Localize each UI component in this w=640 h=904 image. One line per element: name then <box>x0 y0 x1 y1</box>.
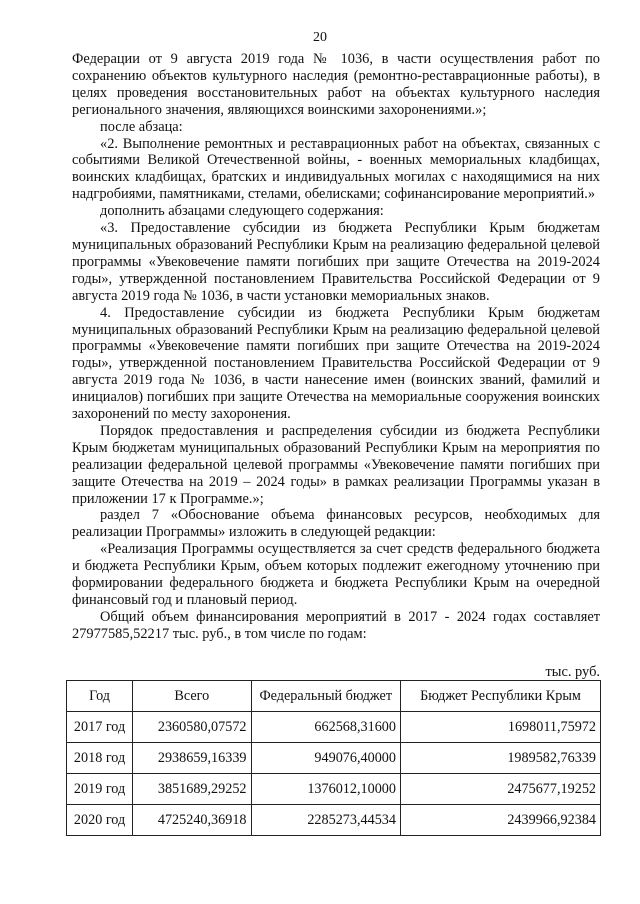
paragraph: раздел 7 «Обоснование объема финансовых ресурсов, необходимых для реализации Программы» изложить в следующей редакции: <box>72 507 600 541</box>
header-total: Всего <box>133 681 251 712</box>
cell-crimea: 2439966,92384 <box>400 805 600 836</box>
header-crimea: Бюджет Республики Крым <box>400 681 600 712</box>
paragraph: Федерации от 9 августа 2019 года № 1036, в части осуществления работ по сохранению объектов культурного наследия (ремонтно-реставрационные работы), в целях проведения восстановительных работ на объектах культурного наследия регионального значения, являющихся воинскими захоронениями.»; <box>72 51 600 118</box>
cell-federal: 2285273,44534 <box>251 805 400 836</box>
table-row <box>67 712 601 743</box>
cell-year: 2017 год <box>67 712 133 743</box>
cell-crimea: 2475677,19252 <box>400 774 600 805</box>
cell-total: 4725240,36918 <box>133 805 251 836</box>
page-number: 20 <box>313 30 327 45</box>
paragraph: Порядок предоставления и распределения субсидии из бюджета Республики Крым бюджетам муниципальных образований Республики Крым на мероприятия по реализации федеральной целевой программы «Увековечение памяти погибших при защите Отечества на 2019 – 2024 годы» в рамках реализации Программы указан в приложении 17 к Программе.»; <box>72 422 600 507</box>
cell-total: 3851689,29252 <box>133 774 251 805</box>
cell-year: 2019 год <box>67 774 133 805</box>
cell-crimea: 1698011,75972 <box>400 712 600 743</box>
table-row <box>67 774 601 805</box>
cell-federal: 949076,40000 <box>251 743 400 774</box>
table-header-row <box>67 681 601 712</box>
paragraph: «3. Предоставление субсидии из бюджета Республики Крым бюджетам муниципальных образований Республики Крым на реализацию федеральной целевой программы «Увековечение памяти погибших при защите Отечества на 2019-2024 годы», утвержденной постановлением Правительства Российской Федерации от 9 августа 2019 года № 1036, в части установки мемориальных знаков. <box>72 220 600 304</box>
header-year: Год <box>67 681 133 712</box>
financing-table <box>66 680 601 836</box>
header-federal: Федеральный бюджет <box>251 681 400 712</box>
paragraph: 4. Предоставление субсидии из бюджета Республики Крым бюджетам муниципальных образований Республики Крым на реализацию федеральной целевой программы «Увековечение памяти погибших при защите Отечества на 2019-2024 годы», утвержденной постановлением Правительства Российской Федерации от 9 августа 2019 года № 1036, в части нанесение имен (воинских званий, фамилий и инициалов) погибших при защите Отечества на мемориальные сооружения воинских захоронений по месту захоронения. <box>72 304 600 423</box>
table-row <box>67 743 601 774</box>
cell-federal: 662568,31600 <box>251 712 400 743</box>
cell-crimea: 1989582,76339 <box>400 743 600 774</box>
paragraph: «Реализация Программы осуществляется за счет средств федерального бюджета и бюджета Республики Крым, объем которых подлежит ежегодному уточнению при формировании федерального бюджета и бюджета Республики Крым на очередной финансовый год и плановый период. <box>72 541 600 608</box>
paragraph: дополнить абзацами следующего содержания: <box>100 203 384 220</box>
unit-label: тыс. руб. <box>545 664 600 680</box>
cell-federal: 1376012,10000 <box>251 774 400 805</box>
cell-year: 2020 год <box>67 805 133 836</box>
paragraph: Общий объем финансирования мероприятий в 2017 - 2024 годах составляет 27977585,52217 тыс. руб., в том числе по годам: <box>72 608 600 642</box>
paragraph: после абзаца: <box>100 118 183 135</box>
paragraph: «2. Выполнение ремонтных и реставрационных работ на объектах, связанных с событиями Великой Отечественной войны, - военных мемориальных кладбищах, воинских кладбищах, братских и индивидуальных могилах с находящимися на них надгробиями, памятниками, стелами, обелисками; софинансирование мероприятий.» <box>72 135 600 203</box>
document-body <box>72 51 600 643</box>
cell-year: 2018 год <box>67 743 133 774</box>
cell-total: 2938659,16339 <box>133 743 251 774</box>
table-row <box>67 805 601 836</box>
cell-total: 2360580,07572 <box>133 712 251 743</box>
